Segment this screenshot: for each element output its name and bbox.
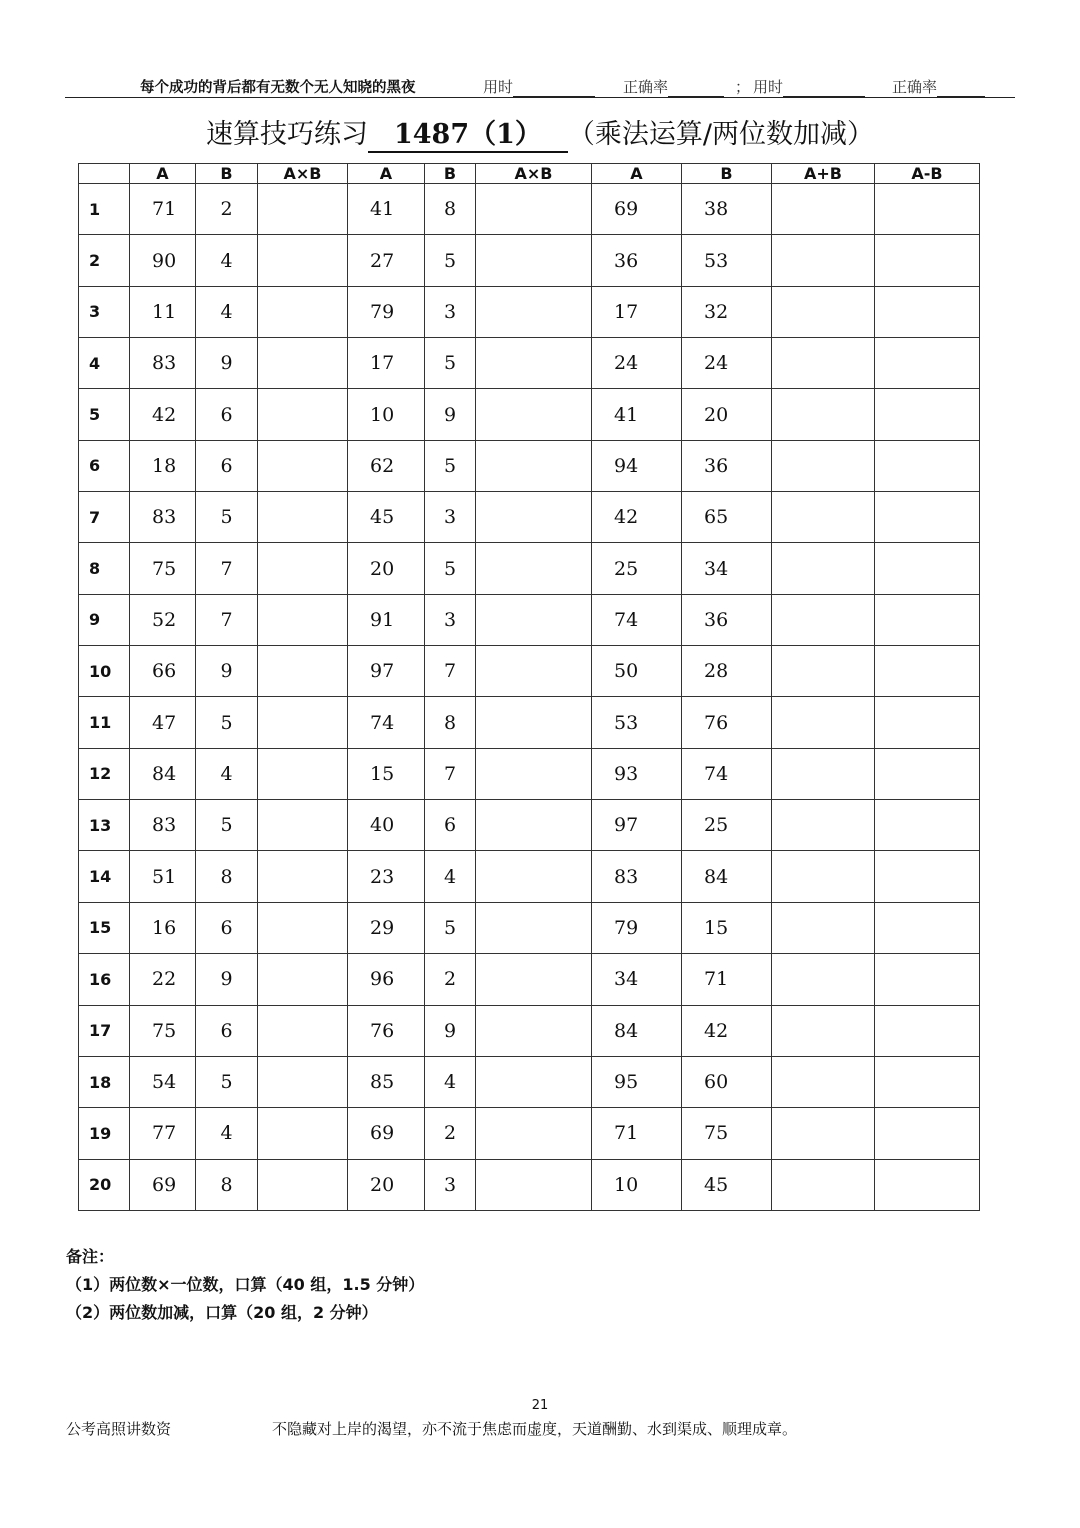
answer-cell[interactable] bbox=[772, 1108, 875, 1159]
answer-cell[interactable] bbox=[875, 1108, 980, 1159]
operand-cell: 5 bbox=[196, 492, 258, 543]
operand-cell: 4 bbox=[196, 1108, 258, 1159]
operand-cell: 17 bbox=[348, 338, 425, 389]
row-index: 15 bbox=[79, 902, 130, 953]
answer-cell[interactable] bbox=[258, 1159, 348, 1210]
operand-cell: 5 bbox=[425, 338, 476, 389]
operand-cell: 34 bbox=[682, 543, 772, 594]
operand-cell: 47 bbox=[130, 697, 196, 748]
answer-cell[interactable] bbox=[772, 492, 875, 543]
time-field-1[interactable] bbox=[483, 76, 595, 97]
operand-cell: 9 bbox=[196, 954, 258, 1005]
answer-cell[interactable] bbox=[476, 954, 592, 1005]
operand-cell: 97 bbox=[348, 646, 425, 697]
operand-cell: 6 bbox=[196, 440, 258, 491]
operand-cell: 62 bbox=[348, 440, 425, 491]
operand-cell: 7 bbox=[425, 646, 476, 697]
answer-cell[interactable] bbox=[875, 800, 980, 851]
exercise-table bbox=[78, 163, 980, 1211]
operand-cell: 8 bbox=[196, 851, 258, 902]
operand-cell: 3 bbox=[425, 1159, 476, 1210]
operand-cell: 42 bbox=[682, 1005, 772, 1056]
answer-cell[interactable] bbox=[258, 286, 348, 337]
operand-cell: 90 bbox=[130, 235, 196, 286]
answer-cell[interactable] bbox=[875, 1005, 980, 1056]
operand-cell: 10 bbox=[348, 389, 425, 440]
row-index: 2 bbox=[79, 235, 130, 286]
answer-cell[interactable] bbox=[875, 902, 980, 953]
operand-cell: 4 bbox=[425, 1056, 476, 1107]
answer-cell[interactable] bbox=[875, 697, 980, 748]
operand-cell: 83 bbox=[130, 492, 196, 543]
answer-cell[interactable] bbox=[772, 902, 875, 953]
operand-cell: 22 bbox=[130, 954, 196, 1005]
row-index: 9 bbox=[79, 594, 130, 645]
table-row bbox=[79, 235, 980, 286]
accuracy-field-2[interactable] bbox=[892, 76, 985, 97]
row-index: 7 bbox=[79, 492, 130, 543]
answer-cell[interactable] bbox=[476, 184, 592, 235]
answer-cell[interactable] bbox=[476, 286, 592, 337]
operand-cell: 54 bbox=[130, 1056, 196, 1107]
answer-cell[interactable] bbox=[875, 646, 980, 697]
operand-cell: 28 bbox=[682, 646, 772, 697]
operand-cell: 71 bbox=[592, 1108, 682, 1159]
operand-cell: 85 bbox=[348, 1056, 425, 1107]
answer-cell[interactable] bbox=[258, 748, 348, 799]
operand-cell: 6 bbox=[425, 800, 476, 851]
operand-cell: 75 bbox=[682, 1108, 772, 1159]
operand-cell: 42 bbox=[130, 389, 196, 440]
answer-cell[interactable] bbox=[258, 389, 348, 440]
operand-cell: 4 bbox=[196, 235, 258, 286]
answer-cell[interactable] bbox=[476, 748, 592, 799]
operand-cell: 84 bbox=[130, 748, 196, 799]
operand-cell: 5 bbox=[425, 440, 476, 491]
table-row bbox=[79, 492, 980, 543]
accuracy-field-1[interactable] bbox=[623, 76, 724, 97]
table-row bbox=[79, 338, 980, 389]
column-header: A bbox=[348, 164, 425, 184]
answer-cell[interactable] bbox=[258, 440, 348, 491]
operand-cell: 9 bbox=[196, 646, 258, 697]
answer-cell[interactable] bbox=[772, 543, 875, 594]
answer-cell[interactable] bbox=[476, 697, 592, 748]
operand-cell: 69 bbox=[348, 1108, 425, 1159]
answer-cell[interactable] bbox=[476, 1056, 592, 1107]
row-index: 5 bbox=[79, 389, 130, 440]
operand-cell: 15 bbox=[348, 748, 425, 799]
table-row bbox=[79, 286, 980, 337]
time-label-1: 用时 bbox=[483, 78, 514, 96]
operand-cell: 9 bbox=[196, 338, 258, 389]
answer-cell[interactable] bbox=[258, 184, 348, 235]
operand-cell: 51 bbox=[130, 851, 196, 902]
table-body bbox=[79, 184, 980, 1211]
operand-cell: 36 bbox=[682, 594, 772, 645]
row-index: 19 bbox=[79, 1108, 130, 1159]
row-index: 4 bbox=[79, 338, 130, 389]
answer-cell[interactable] bbox=[772, 184, 875, 235]
row-index: 16 bbox=[79, 954, 130, 1005]
operand-cell: 94 bbox=[592, 440, 682, 491]
operand-cell: 8 bbox=[425, 184, 476, 235]
row-index: 6 bbox=[79, 440, 130, 491]
operand-cell: 4 bbox=[425, 851, 476, 902]
answer-cell[interactable] bbox=[875, 286, 980, 337]
answer-cell[interactable] bbox=[772, 286, 875, 337]
footer-slogan: 不隐藏对上岸的渴望，亦不流于焦虑而虚度，天道酬勤、水到渠成、顺理成章。 bbox=[272, 1420, 798, 1438]
operand-cell: 15 bbox=[682, 902, 772, 953]
answer-cell[interactable] bbox=[258, 338, 348, 389]
answer-cell[interactable] bbox=[476, 594, 592, 645]
operand-cell: 8 bbox=[196, 1159, 258, 1210]
operand-cell: 9 bbox=[425, 1005, 476, 1056]
answer-cell[interactable] bbox=[772, 1056, 875, 1107]
table-header-row bbox=[79, 164, 980, 184]
table-row bbox=[79, 440, 980, 491]
answer-cell[interactable] bbox=[875, 851, 980, 902]
operand-cell: 6 bbox=[196, 389, 258, 440]
operand-cell: 2 bbox=[425, 1108, 476, 1159]
operand-cell: 6 bbox=[196, 902, 258, 953]
table-row bbox=[79, 697, 980, 748]
answer-cell[interactable] bbox=[875, 748, 980, 799]
note-item-1: （1）两位数×一位数，口算（40 组，1.5 分钟） bbox=[66, 1275, 425, 1294]
operand-cell: 34 bbox=[592, 954, 682, 1005]
answer-cell[interactable] bbox=[258, 954, 348, 1005]
operand-cell: 77 bbox=[130, 1108, 196, 1159]
answer-cell[interactable] bbox=[875, 954, 980, 1005]
page-header bbox=[65, 76, 1015, 98]
operand-cell: 38 bbox=[682, 184, 772, 235]
answer-cell[interactable] bbox=[476, 492, 592, 543]
column-header: A+B bbox=[772, 164, 875, 184]
row-index: 11 bbox=[79, 697, 130, 748]
operand-cell: 71 bbox=[130, 184, 196, 235]
accuracy-label-1: 正确率 bbox=[623, 78, 669, 96]
row-index: 10 bbox=[79, 646, 130, 697]
answer-cell[interactable] bbox=[875, 389, 980, 440]
answer-cell[interactable] bbox=[258, 1056, 348, 1107]
answer-cell[interactable] bbox=[476, 1005, 592, 1056]
operand-cell: 41 bbox=[592, 389, 682, 440]
operand-cell: 40 bbox=[348, 800, 425, 851]
answer-cell[interactable] bbox=[476, 1108, 592, 1159]
answer-cell[interactable] bbox=[476, 389, 592, 440]
operand-cell: 25 bbox=[592, 543, 682, 594]
answer-cell[interactable] bbox=[476, 440, 592, 491]
operand-cell: 42 bbox=[592, 492, 682, 543]
answer-cell[interactable] bbox=[258, 235, 348, 286]
table-row bbox=[79, 1005, 980, 1056]
answer-cell[interactable] bbox=[258, 492, 348, 543]
table-row bbox=[79, 594, 980, 645]
answer-cell[interactable] bbox=[476, 338, 592, 389]
operand-cell: 45 bbox=[682, 1159, 772, 1210]
operand-cell: 17 bbox=[592, 286, 682, 337]
operand-cell: 4 bbox=[196, 286, 258, 337]
answer-cell[interactable] bbox=[772, 697, 875, 748]
operand-cell: 65 bbox=[682, 492, 772, 543]
operand-cell: 24 bbox=[592, 338, 682, 389]
row-index: 17 bbox=[79, 1005, 130, 1056]
answer-cell[interactable] bbox=[875, 184, 980, 235]
answer-cell[interactable] bbox=[258, 800, 348, 851]
operand-cell: 60 bbox=[682, 1056, 772, 1107]
table-row bbox=[79, 1108, 980, 1159]
operand-cell: 27 bbox=[348, 235, 425, 286]
title-suffix: （乘法运算/两位数加减） bbox=[567, 119, 875, 150]
operand-cell: 83 bbox=[130, 338, 196, 389]
operand-cell: 83 bbox=[592, 851, 682, 902]
operand-cell: 8 bbox=[425, 697, 476, 748]
operand-cell: 4 bbox=[196, 748, 258, 799]
operand-cell: 52 bbox=[130, 594, 196, 645]
operand-cell: 2 bbox=[196, 184, 258, 235]
operand-cell: 41 bbox=[348, 184, 425, 235]
operand-cell: 20 bbox=[348, 543, 425, 594]
operand-cell: 83 bbox=[130, 800, 196, 851]
notes-label: 备注： bbox=[66, 1247, 115, 1266]
operand-cell: 10 bbox=[592, 1159, 682, 1210]
operand-cell: 5 bbox=[425, 543, 476, 594]
answer-cell[interactable] bbox=[258, 1005, 348, 1056]
answer-cell[interactable] bbox=[476, 235, 592, 286]
time-label-2: 用时 bbox=[753, 78, 784, 96]
operand-cell: 97 bbox=[592, 800, 682, 851]
accuracy-blank-2[interactable] bbox=[937, 80, 985, 97]
operand-cell: 5 bbox=[196, 697, 258, 748]
answer-cell[interactable] bbox=[772, 800, 875, 851]
answer-cell[interactable] bbox=[476, 851, 592, 902]
column-header: A bbox=[130, 164, 196, 184]
operand-cell: 7 bbox=[425, 748, 476, 799]
table-row bbox=[79, 1159, 980, 1210]
operand-cell: 6 bbox=[196, 1005, 258, 1056]
time-blank-2[interactable] bbox=[783, 80, 865, 97]
operand-cell: 53 bbox=[592, 697, 682, 748]
operand-cell: 74 bbox=[592, 594, 682, 645]
table-row bbox=[79, 851, 980, 902]
table-row bbox=[79, 389, 980, 440]
title-code: 1487（1） bbox=[368, 112, 568, 153]
operand-cell: 5 bbox=[196, 800, 258, 851]
operand-cell: 25 bbox=[682, 800, 772, 851]
answer-cell[interactable] bbox=[258, 543, 348, 594]
row-index: 18 bbox=[79, 1056, 130, 1107]
operand-cell: 84 bbox=[682, 851, 772, 902]
operand-cell: 84 bbox=[592, 1005, 682, 1056]
operand-cell: 69 bbox=[130, 1159, 196, 1210]
answer-cell[interactable] bbox=[772, 646, 875, 697]
answer-cell[interactable] bbox=[875, 235, 980, 286]
answer-cell[interactable] bbox=[258, 1108, 348, 1159]
row-index: 14 bbox=[79, 851, 130, 902]
header-divider bbox=[65, 97, 1015, 98]
table-row bbox=[79, 748, 980, 799]
operand-cell: 32 bbox=[682, 286, 772, 337]
table-row bbox=[79, 954, 980, 1005]
operand-cell: 79 bbox=[348, 286, 425, 337]
table-row bbox=[79, 1056, 980, 1107]
header-separator: ； bbox=[735, 78, 751, 96]
operand-cell: 71 bbox=[682, 954, 772, 1005]
operand-cell: 20 bbox=[348, 1159, 425, 1210]
header-motto: 每个成功的背后都有无数个无人知晓的黑夜 bbox=[140, 80, 416, 96]
time-blank-1[interactable] bbox=[513, 80, 595, 97]
column-header: B bbox=[425, 164, 476, 184]
operand-cell: 74 bbox=[682, 748, 772, 799]
operand-cell: 5 bbox=[196, 1056, 258, 1107]
answer-cell[interactable] bbox=[772, 389, 875, 440]
operand-cell: 95 bbox=[592, 1056, 682, 1107]
answer-cell[interactable] bbox=[258, 902, 348, 953]
operand-cell: 29 bbox=[348, 902, 425, 953]
operand-cell: 75 bbox=[130, 1005, 196, 1056]
column-header: B bbox=[196, 164, 258, 184]
row-index: 1 bbox=[79, 184, 130, 235]
accuracy-blank-1[interactable] bbox=[668, 80, 724, 97]
operand-cell: 24 bbox=[682, 338, 772, 389]
operand-cell: 91 bbox=[348, 594, 425, 645]
accuracy-label-2: 正确率 bbox=[892, 78, 938, 96]
operand-cell: 11 bbox=[130, 286, 196, 337]
row-index: 20 bbox=[79, 1159, 130, 1210]
table-row bbox=[79, 184, 980, 235]
answer-cell[interactable] bbox=[772, 338, 875, 389]
operand-cell: 7 bbox=[196, 543, 258, 594]
operand-cell: 16 bbox=[130, 902, 196, 953]
column-header bbox=[79, 164, 130, 184]
answer-cell[interactable] bbox=[875, 338, 980, 389]
answer-cell[interactable] bbox=[772, 1005, 875, 1056]
answer-cell[interactable] bbox=[476, 800, 592, 851]
operand-cell: 50 bbox=[592, 646, 682, 697]
operand-cell: 75 bbox=[130, 543, 196, 594]
answer-cell[interactable] bbox=[476, 1159, 592, 1210]
page-title bbox=[0, 112, 1080, 153]
operand-cell: 45 bbox=[348, 492, 425, 543]
operand-cell: 93 bbox=[592, 748, 682, 799]
answer-cell[interactable] bbox=[875, 1159, 980, 1210]
operand-cell: 76 bbox=[348, 1005, 425, 1056]
row-index: 8 bbox=[79, 543, 130, 594]
answer-cell[interactable] bbox=[476, 543, 592, 594]
operand-cell: 66 bbox=[130, 646, 196, 697]
operand-cell: 7 bbox=[196, 594, 258, 645]
operand-cell: 2 bbox=[425, 954, 476, 1005]
operand-cell: 5 bbox=[425, 902, 476, 953]
operand-cell: 79 bbox=[592, 902, 682, 953]
operand-cell: 76 bbox=[682, 697, 772, 748]
footer-author: 公考高照讲数资 bbox=[66, 1420, 172, 1438]
operand-cell: 3 bbox=[425, 594, 476, 645]
answer-cell[interactable] bbox=[772, 851, 875, 902]
operand-cell: 20 bbox=[682, 389, 772, 440]
operand-cell: 3 bbox=[425, 286, 476, 337]
column-header: A×B bbox=[476, 164, 592, 184]
row-index: 3 bbox=[79, 286, 130, 337]
answer-cell[interactable] bbox=[875, 440, 980, 491]
answer-cell[interactable] bbox=[258, 646, 348, 697]
table-row bbox=[79, 646, 980, 697]
note-item-2: （2）两位数加减，口算（20 组，2 分钟） bbox=[66, 1303, 378, 1322]
answer-cell[interactable] bbox=[476, 902, 592, 953]
operand-cell: 74 bbox=[348, 697, 425, 748]
answer-cell[interactable] bbox=[772, 1159, 875, 1210]
answer-cell[interactable] bbox=[772, 748, 875, 799]
notes-section bbox=[66, 1243, 424, 1327]
answer-cell[interactable] bbox=[772, 954, 875, 1005]
operand-cell: 18 bbox=[130, 440, 196, 491]
operand-cell: 53 bbox=[682, 235, 772, 286]
answer-cell[interactable] bbox=[258, 594, 348, 645]
row-index: 12 bbox=[79, 748, 130, 799]
table-row bbox=[79, 543, 980, 594]
answer-cell[interactable] bbox=[772, 594, 875, 645]
operand-cell: 3 bbox=[425, 492, 476, 543]
column-header: A bbox=[592, 164, 682, 184]
row-index: 13 bbox=[79, 800, 130, 851]
table-row bbox=[79, 800, 980, 851]
answer-cell[interactable] bbox=[476, 646, 592, 697]
answer-cell[interactable] bbox=[875, 594, 980, 645]
operand-cell: 36 bbox=[682, 440, 772, 491]
operand-cell: 23 bbox=[348, 851, 425, 902]
column-header: A×B bbox=[258, 164, 348, 184]
operand-cell: 9 bbox=[425, 389, 476, 440]
column-header: B bbox=[682, 164, 772, 184]
page-number: 21 bbox=[531, 1398, 549, 1413]
answer-cell[interactable] bbox=[875, 1056, 980, 1107]
operand-cell: 5 bbox=[425, 235, 476, 286]
answer-cell[interactable] bbox=[772, 235, 875, 286]
operand-cell: 69 bbox=[592, 184, 682, 235]
time-field-2[interactable] bbox=[753, 76, 865, 97]
answer-cell[interactable] bbox=[258, 851, 348, 902]
operand-cell: 96 bbox=[348, 954, 425, 1005]
answer-cell[interactable] bbox=[772, 440, 875, 491]
title-prefix: 速算技巧练习 bbox=[205, 119, 368, 150]
column-header: A-B bbox=[875, 164, 980, 184]
answer-cell[interactable] bbox=[875, 543, 980, 594]
answer-cell[interactable] bbox=[875, 492, 980, 543]
answer-cell[interactable] bbox=[258, 697, 348, 748]
table-row bbox=[79, 902, 980, 953]
operand-cell: 36 bbox=[592, 235, 682, 286]
